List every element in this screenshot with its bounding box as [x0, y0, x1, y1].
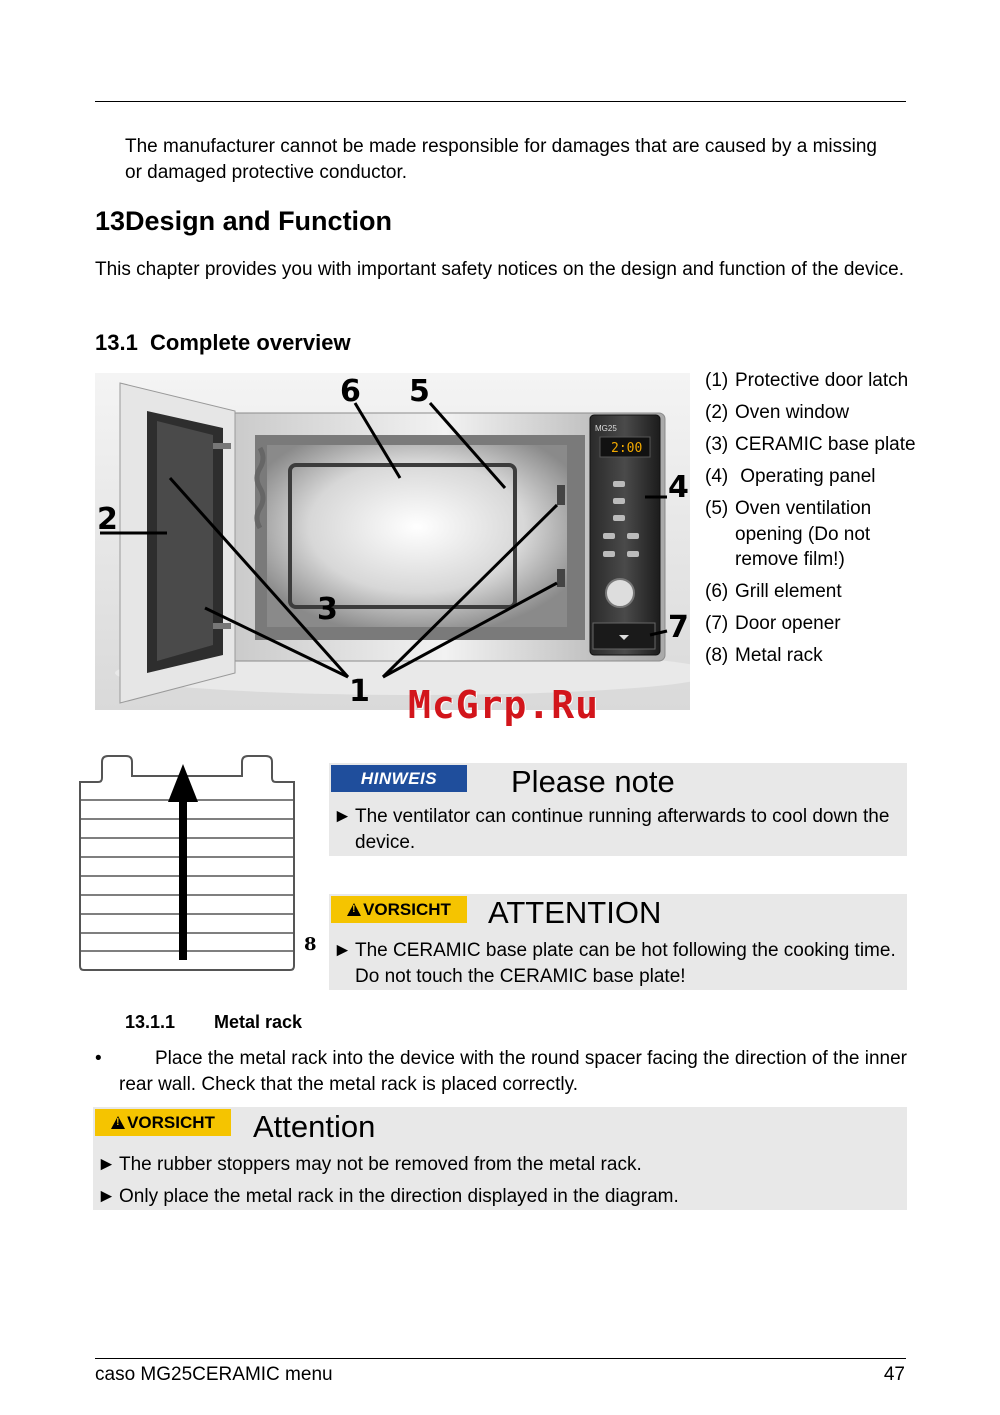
metal-rack-diagram [74, 752, 324, 974]
subsection-number: 13.1.1 [125, 1012, 176, 1032]
component-legend [705, 368, 925, 675]
chapter-intro: This chapter provides you with important safety notices on the design and function of the device. [95, 259, 905, 280]
vorsicht-badge-label: VORSICHT [363, 899, 451, 919]
bullet-dot: • [95, 1048, 102, 1069]
footer-rule [95, 1358, 906, 1359]
footer-product: caso MG25CERAMIC menu [95, 1364, 333, 1385]
triangle-bullet-icon: ► [97, 1154, 116, 1175]
vorsicht-badge-2-label: VORSICHT [127, 1112, 215, 1132]
legend-num: (8) [705, 645, 729, 666]
chapter-heading [95, 206, 392, 237]
chapter-title: Design and Function [125, 206, 393, 236]
legend-item [705, 400, 925, 426]
panel-clock-display: 2:00 [611, 441, 643, 456]
legend-text: Grill element [735, 581, 842, 602]
microwave-overview-image [95, 373, 690, 710]
legend-num: (4) [705, 466, 729, 487]
section-heading: 13.1 Complete overview [95, 330, 351, 355]
callout-1: 1 [349, 674, 370, 709]
warning-icon [347, 903, 361, 916]
attention-bullet-text: The CERAMIC base plate can be hot following the cooking time. Do not touch the CERAMIC base plate! [355, 940, 896, 987]
callout-7: 7 [668, 610, 689, 645]
attention-2-bullet [97, 1184, 897, 1210]
warning-icon [111, 1116, 125, 1129]
note-bullet [333, 804, 903, 856]
legend-num: (2) [705, 402, 729, 423]
panel-brand-label: MG25 [595, 424, 617, 433]
legend-num: (1) [705, 370, 729, 391]
subsection-bullet [95, 1046, 907, 1098]
attention-2-bullet-text: Only place the metal rack in the direction displayed in the diagram. [119, 1186, 679, 1207]
legend-num: (5) [705, 498, 729, 519]
legend-text: Door opener [735, 613, 841, 634]
attention-2-bullet [97, 1152, 897, 1178]
attention-2-bullet-text: The rubber stoppers may not be removed from the metal rack. [119, 1154, 642, 1175]
note-title: Please note [511, 764, 675, 799]
intro-paragraph: The manufacturer cannot be made responsible for damages that are caused by a missing or damaged protective conductor. [125, 136, 877, 183]
chapter-number: 13 [95, 206, 126, 236]
legend-num: (6) [705, 581, 729, 602]
legend-num: (7) [705, 613, 729, 634]
attention-bullet [333, 938, 903, 990]
legend-text: Protective door latch [735, 370, 909, 391]
callout-4: 4 [668, 470, 689, 505]
legend-item [705, 432, 925, 458]
legend-item [705, 368, 925, 394]
legend-text: Oven ventilation opening (Do not remove film!) [735, 498, 872, 570]
watermark: McGrp.Ru [408, 683, 600, 727]
note-bullet-text: The ventilator can continue running afterwards to cool down the device. [355, 806, 890, 853]
callout-3: 3 [317, 592, 338, 627]
legend-text: Oven window [735, 402, 850, 423]
legend-text: Operating panel [735, 466, 876, 487]
legend-text: CERAMIC base plate [735, 434, 916, 455]
header-rule [95, 101, 906, 102]
callout-6: 6 [340, 374, 361, 409]
hinweis-badge: HINWEIS [331, 765, 467, 792]
rack-label: 8 [304, 934, 317, 955]
legend-num: (3) [705, 434, 729, 455]
legend-item [705, 579, 925, 605]
legend-item [705, 611, 925, 637]
triangle-bullet-icon: ► [333, 940, 352, 961]
legend-item [705, 496, 925, 573]
triangle-bullet-icon: ► [97, 1186, 116, 1207]
callout-2: 2 [97, 502, 118, 537]
attention-2-title: Attention [253, 1109, 376, 1144]
legend-text: Metal rack [735, 645, 823, 666]
triangle-bullet-icon: ► [333, 806, 352, 827]
subsection-heading [125, 1012, 302, 1033]
page-number: 47 [883, 1364, 905, 1385]
legend-item [705, 464, 925, 490]
vorsicht-badge-2 [95, 1109, 231, 1136]
legend-item [705, 643, 925, 669]
subsection-bullet-text: Place the metal rack into the device with the round spacer facing the direction of the inner rear wall. Check that the metal rack is placed correctly. [119, 1048, 907, 1095]
callout-5: 5 [409, 374, 430, 409]
attention-title: ATTENTION [488, 895, 662, 930]
subsection-title: Metal rack [214, 1012, 303, 1032]
vorsicht-badge [331, 896, 467, 923]
